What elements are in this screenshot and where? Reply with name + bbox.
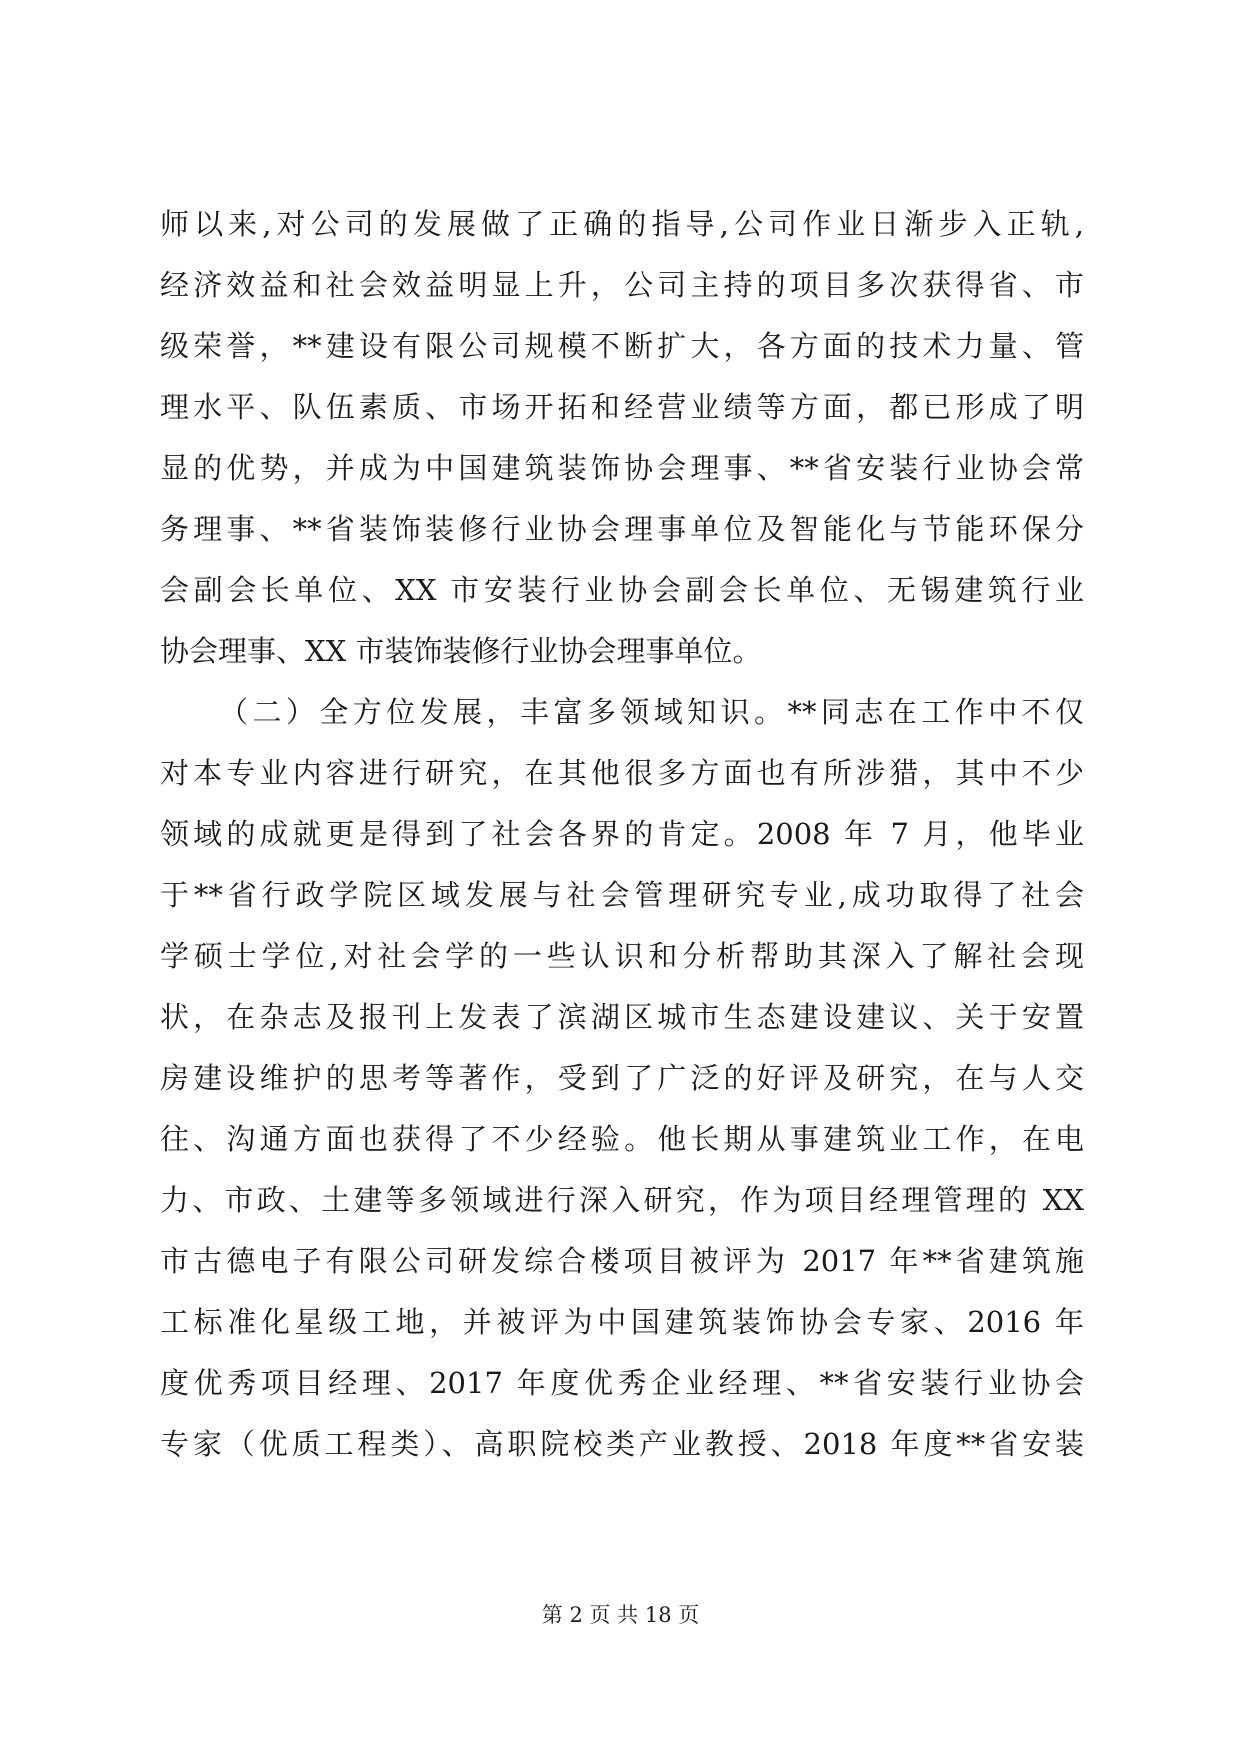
text-line: 经济效益和社会效益明显上升，公司主持的项目多次获得省、市: [160, 268, 1084, 302]
text-line: 度优秀项目经理、2017 年度优秀企业经理、**省安装行业协会: [160, 1366, 1084, 1400]
text-line: 力、市政、土建等多领域进行深入研究，作为项目经理管理的 XX: [160, 1183, 1084, 1217]
text-line: 状，在杂志及报刊上发表了滨湖区城市生态建设建议、关于安置: [160, 1000, 1084, 1034]
page-number-footer: 第 2 页 共 18 页: [541, 1603, 700, 1627]
text-line: 工标准化星级工地，并被评为中国建筑装饰协会专家、2016 年: [160, 1305, 1084, 1339]
paragraph-start-line: （二）全方位发展，丰富多领域知识。**同志在工作中不仅: [219, 695, 1084, 729]
text-line: 房建设维护的思考等著作，受到了广泛的好评及研究，在与人交: [160, 1061, 1084, 1095]
text-line: 务理事、**省装饰装修行业协会理事单位及智能化与节能环保分: [160, 512, 1084, 546]
text-line: 级荣誉，**建设有限公司规模不断扩大，各方面的技术力量、管: [160, 329, 1084, 363]
text-line: 学硕士学位,对社会学的一些认识和分析帮助其深入了解社会现: [160, 939, 1084, 973]
text-line: 市古德电子有限公司研发综合楼项目被评为 2017 年**省建筑施: [160, 1244, 1084, 1278]
text-line: 显的优势，并成为中国建筑装饰协会理事、**省安装行业协会常: [160, 451, 1084, 485]
text-line: 理水平、队伍素质、市场开拓和经营业绩等方面，都已形成了明: [160, 390, 1084, 424]
paragraph-end-line: 协会理事、XX 市装饰装修行业协会理事单位。: [160, 634, 762, 668]
text-line: 于**省行政学院区域发展与社会管理研究专业,成功取得了社会: [160, 878, 1084, 912]
text-line: 往、沟通方面也获得了不少经验。他长期从事建筑业工作，在电: [160, 1122, 1084, 1156]
text-line: 对本专业内容进行研究，在其他很多方面也有所涉猎，其中不少: [160, 756, 1084, 790]
text-line: 专家（优质工程类）、高职院校类产业教授、2018 年度**省安装: [160, 1427, 1084, 1461]
text-line: 师以来,对公司的发展做了正确的指导,公司作业日渐步入正轨,: [160, 207, 1084, 241]
text-line: 领域的成就更是得到了社会各界的肯定。2008 年 7 月，他毕业: [160, 817, 1084, 851]
body-text: [160, 194, 1084, 1475]
text-line: 会副会长单位、XX 市安装行业协会副会长单位、无锡建筑行业: [160, 573, 1084, 607]
